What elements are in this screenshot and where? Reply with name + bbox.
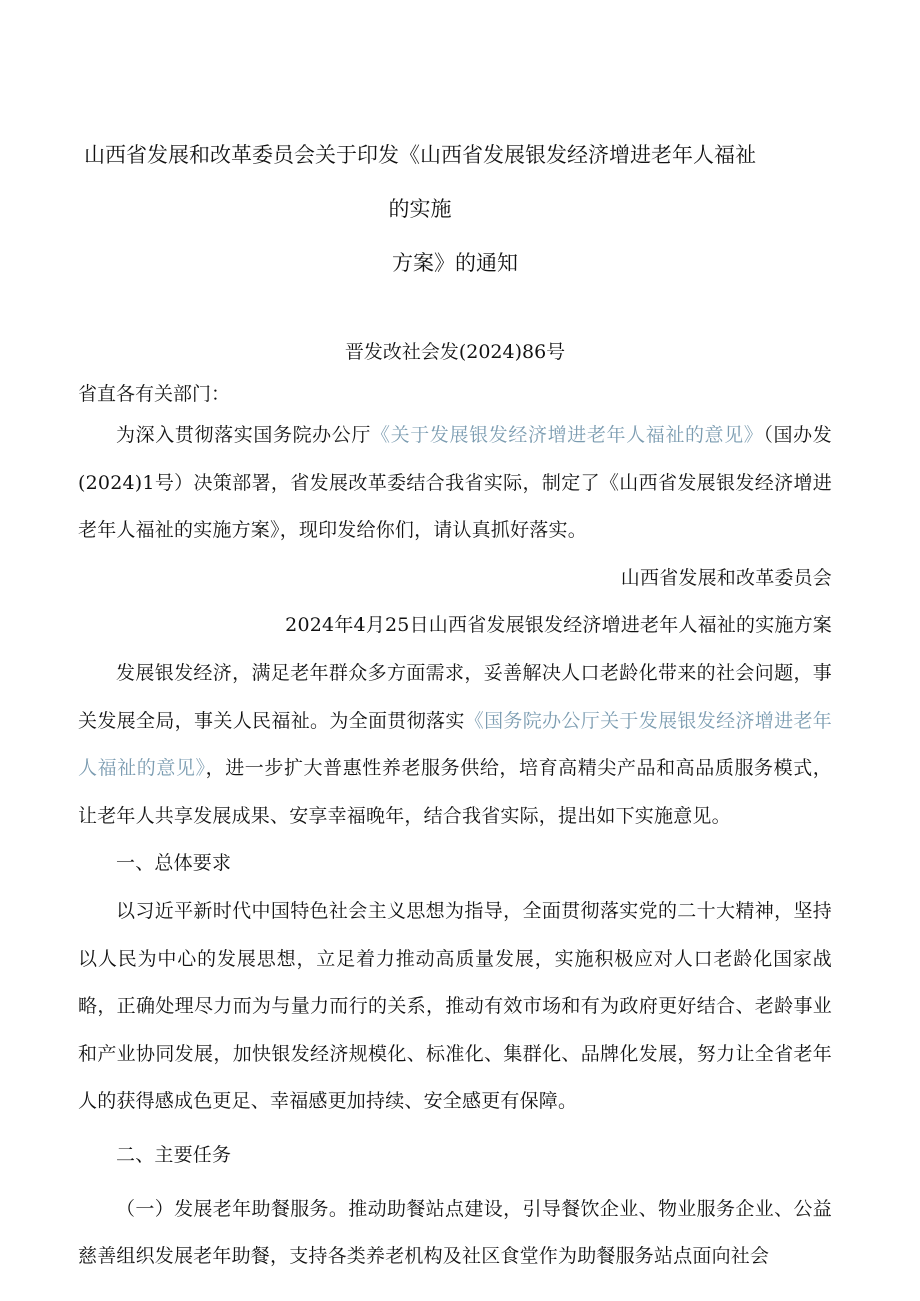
addressee: 省直各有关部门： (78, 383, 231, 405)
signature: 山西省发展和改革委员会 (620, 566, 832, 589)
title-line-1: 山西省发展和改革委员会关于印发《山西省发展银发经济增进老年人福祉的实施 (84, 143, 756, 221)
document-number: 晋发改社会发(2024)86号 (344, 341, 566, 363)
paragraph-general-requirements: 以习近平新时代中国特色社会主义思想为指导，全面贯彻落实党的二十大精神，坚持以人民为中心的发展思想，立足着力推动高质量发展，实施积极应对人口老龄化国家战略，正确处理尽力而为与量力而行的关系，推动有效市场和有为政府更好结合、老龄事业和产业协同发展，加快银发经济规模化、标准化、集群化、品牌化发展，努力让全省老年人的获得感成色更足、幸福感更加持续、安全感更有保障。 (78, 899, 832, 1113)
intro-text-pre: 为深入贯彻落实国务院办公厅 (116, 424, 372, 446)
preamble-text-post: ，进一步扩大普惠性养老服务供给，培育高精尖产品和高品质服务模式，让老年人共享发展成果、安享幸福晚年，结合我省实际，提出如下实施意见。 (78, 757, 832, 827)
intro-opinion-link[interactable]: 《关于发展银发经济增进老年人福祉的意见》 (371, 424, 764, 446)
document-page (78, 128, 832, 1281)
paragraph-intro (78, 412, 832, 555)
paragraph-preamble (78, 650, 832, 840)
preamble-text-pre: 发展银发经济，满足老年群众多方面需求，妥善解决人口老龄化带来的社会问题，事关发展全局，事关人民福祉。为全面贯彻落实 (78, 661, 832, 732)
document-title (78, 128, 832, 290)
title-line-2: 方案》的通知 (392, 251, 518, 275)
paragraph-meal-services: （一）发展老年助餐服务。推动助餐站点建设，引导餐饮企业、物业服务企业、公益慈善组织发展老年助餐，支持各类养老机构及社区食堂作为助餐服务站点面向社会 (78, 1197, 832, 1268)
preamble-opinion-link[interactable]: 《国务院办公厅关于发展银发经济增进老年人福祉的意见》 (78, 709, 832, 780)
section-heading-general-requirements: 一、总体要求 (116, 852, 232, 875)
intro-text-post: （国办发(2024)1号）决策部署，省发展改革委结合我省实际，制定了《山西省发展银发经济增进老年人福祉的实施方案》，现印发给你们，请认真抓好落实。 (78, 424, 832, 542)
section-heading-main-tasks: 二、主要任务 (116, 1143, 232, 1166)
date-and-subtitle: 2024年4月25日山西省发展银发经济增进老年人福祉的实施方案 (285, 614, 832, 637)
